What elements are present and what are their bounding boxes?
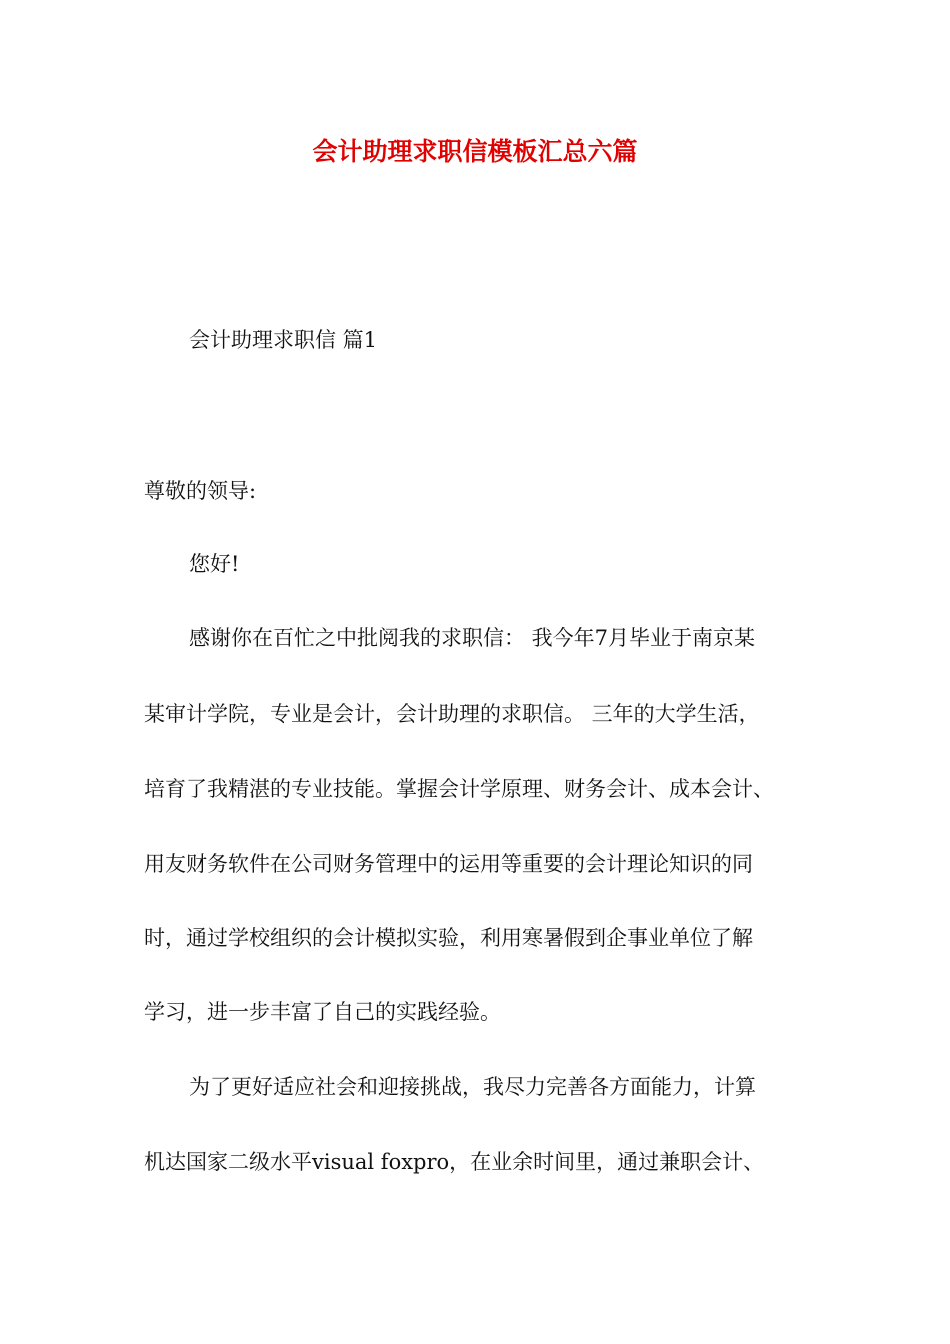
section-heading: 会计助理求职信 篇1 xyxy=(189,328,378,352)
paragraph-line: 感谢你在百忙之中批阅我的求职信： 我今年7月毕业于南京某 xyxy=(189,626,756,650)
paragraph-line: 为了更好适应社会和迎接挑战，我尽力完善各方面能力，计算 xyxy=(189,1075,756,1099)
document-title: 会计助理求职信模板汇总六篇 xyxy=(312,137,638,166)
greeting: 您好! xyxy=(189,552,240,576)
paragraph-line: 时，通过学校组织的会计模拟实验，利用寒暑假到企事业单位了解 xyxy=(144,926,753,950)
paragraph-line: 机达国家二级水平visual foxpro，在业余时间里，通过兼职会计、 xyxy=(144,1150,765,1174)
paragraph-line: 用友财务软件在公司财务管理中的运用等重要的会计理论知识的同 xyxy=(144,852,753,876)
paragraph-line: 学习，进一步丰富了自己的实践经验。 xyxy=(144,1000,501,1024)
salutation: 尊敬的领导: xyxy=(144,479,257,503)
paragraph-line: 某审计学院，专业是会计，会计助理的求职信。 三年的大学生活， xyxy=(144,702,760,726)
paragraph-line: 培育了我精湛的专业技能。掌握会计学原理、财务会计、成本会计、 xyxy=(144,777,774,801)
